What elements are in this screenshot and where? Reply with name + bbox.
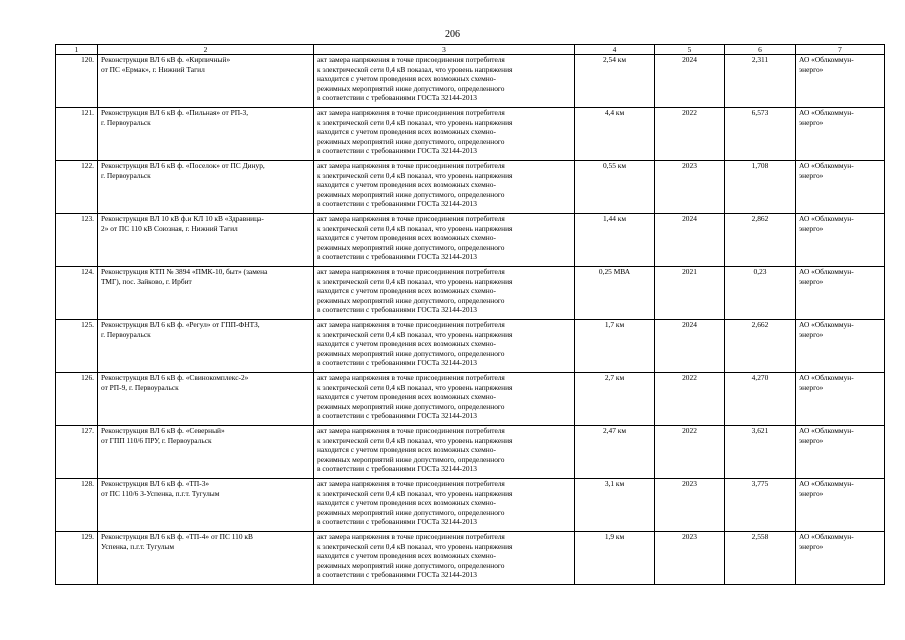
- justification: [314, 320, 575, 373]
- organization: [796, 479, 885, 532]
- organization-line: АО «Облкоммун-: [799, 267, 854, 276]
- organization: [796, 267, 885, 320]
- justification-line: режимных мероприятий ниже допустимого, определенного: [317, 507, 505, 517]
- row-number: 126.: [56, 373, 98, 426]
- cost-value: 0,23: [725, 267, 796, 320]
- project-name: [98, 320, 314, 373]
- completion-year: 2022: [655, 108, 725, 161]
- justification-line: находится с учетом проведения всех возможных схемно-: [317, 551, 496, 561]
- page-number: 206: [445, 29, 460, 40]
- row-number: 121.: [56, 108, 98, 161]
- project-name: [98, 214, 314, 267]
- justification: [314, 55, 575, 108]
- table-row: [56, 55, 885, 108]
- justification-line: к электрической сети 0,4 кВ показал, что уровень напряжения: [317, 435, 513, 445]
- justification-line: режимных мероприятий ниже допустимого, определенного: [317, 348, 505, 358]
- completion-year: 2023: [655, 532, 725, 585]
- organization-line: АО «Облкоммун-: [799, 373, 854, 382]
- justification: [314, 214, 575, 267]
- table-row: [56, 532, 885, 585]
- project-name: [98, 55, 314, 108]
- organization-line: энерго»: [799, 170, 824, 180]
- justification: [314, 373, 575, 426]
- row-number: 124.: [56, 267, 98, 320]
- justification-line: в соответствии с требованиями ГОСТа 32144-2013: [317, 411, 477, 421]
- project-name-line: г. Первоуральск: [101, 117, 151, 127]
- justification-line: акт замера напряжения в точке присоединения потребителя: [317, 161, 505, 170]
- row-number: 123.: [56, 214, 98, 267]
- organization: [796, 320, 885, 373]
- table-row: [56, 479, 885, 532]
- organization-line: энерго»: [799, 64, 824, 74]
- capacity-value: 1,9 км: [575, 532, 655, 585]
- justification-line: акт замера напряжения в точке присоединения потребителя: [317, 532, 505, 541]
- capacity-value: 2,47 км: [575, 426, 655, 479]
- justification-line: режимных мероприятий ниже допустимого, определенного: [317, 242, 505, 252]
- project-name-line: от РП-9, г. Первоуральск: [101, 382, 179, 392]
- table-row: [56, 108, 885, 161]
- row-number: 127.: [56, 426, 98, 479]
- project-name-line: Реконструкция ВЛ 6 кВ ф. «Кирпичный»: [101, 55, 231, 64]
- capacity-value: 0,55 км: [575, 161, 655, 214]
- project-name-line: Реконструкция ВЛ 6 кВ ф. «ТП-4» от ПС 110 кВ: [101, 532, 253, 541]
- justification: [314, 532, 575, 585]
- justification-line: к электрической сети 0,4 кВ показал, что уровень напряжения: [317, 276, 513, 286]
- organization-line: энерго»: [799, 329, 824, 339]
- organization: [796, 55, 885, 108]
- cost-value: 6,573: [725, 108, 796, 161]
- justification-line: находится с учетом проведения всех возможных схемно-: [317, 74, 496, 84]
- justification-line: находится с учетом проведения всех возможных схемно-: [317, 286, 496, 296]
- project-name-line: Реконструкция ВЛ 6 кВ ф. «Регул» от ГПП-ФНТЗ,: [101, 320, 260, 329]
- justification-line: акт замера напряжения в точке присоединения потребителя: [317, 267, 505, 276]
- organization-line: энерго»: [799, 276, 824, 286]
- justification-line: в соответствии с требованиями ГОСТа 32144-2013: [317, 199, 477, 209]
- project-name: [98, 108, 314, 161]
- capacity-value: 2,54 км: [575, 55, 655, 108]
- cost-value: 3,775: [725, 479, 796, 532]
- justification: [314, 426, 575, 479]
- column-number-7: 7: [796, 45, 885, 55]
- table-row: [56, 161, 885, 214]
- justification-line: к электрической сети 0,4 кВ показал, что уровень напряжения: [317, 64, 513, 74]
- justification-line: находится с учетом проведения всех возможных схемно-: [317, 233, 496, 243]
- row-number: 129.: [56, 532, 98, 585]
- organization-line: АО «Облкоммун-: [799, 108, 854, 117]
- justification-line: в соответствии с требованиями ГОСТа 32144-2013: [317, 93, 477, 103]
- completion-year: 2022: [655, 426, 725, 479]
- justification-line: в соответствии с требованиями ГОСТа 32144-2013: [317, 358, 477, 368]
- project-name: [98, 161, 314, 214]
- project-name-line: Реконструкция ВЛ 10 кВ ф.и КЛ 10 кВ «Здравница-: [101, 214, 264, 223]
- project-name-line: Реконструкция ВЛ 6 кВ ф. «Поселок» от ПС Динур,: [101, 161, 265, 170]
- table-row: [56, 214, 885, 267]
- investment-table: [55, 44, 885, 585]
- completion-year: 2024: [655, 214, 725, 267]
- organization-line: АО «Облкоммун-: [799, 55, 854, 64]
- project-name-line: Реконструкция КТП № 3894 «ПМК-10, быт» (замена: [101, 267, 268, 276]
- organization-line: энерго»: [799, 117, 824, 127]
- project-name-line: г. Первоуральск: [101, 170, 151, 180]
- column-number-2: 2: [98, 45, 314, 55]
- completion-year: 2023: [655, 479, 725, 532]
- organization-line: АО «Облкоммун-: [799, 161, 854, 170]
- table-row: [56, 267, 885, 320]
- column-number-5: 5: [655, 45, 725, 55]
- organization: [796, 214, 885, 267]
- justification-line: к электрической сети 0,4 кВ показал, что уровень напряжения: [317, 329, 513, 339]
- organization: [796, 108, 885, 161]
- justification-line: в соответствии с требованиями ГОСТа 32144-2013: [317, 305, 477, 315]
- column-number-1: 1: [56, 45, 98, 55]
- completion-year: 2022: [655, 373, 725, 426]
- cost-value: 2,311: [725, 55, 796, 108]
- justification-line: находится с учетом проведения всех возможных схемно-: [317, 180, 496, 190]
- justification-line: в соответствии с требованиями ГОСТа 32144-2013: [317, 252, 477, 262]
- cost-value: 3,621: [725, 426, 796, 479]
- project-name-line: 2» от ПС 110 кВ Союзная, г. Нижний Тагил: [101, 223, 238, 233]
- capacity-value: 2,7 км: [575, 373, 655, 426]
- organization-line: энерго»: [799, 223, 824, 233]
- justification-line: находится с учетом проведения всех возможных схемно-: [317, 498, 496, 508]
- justification-line: акт замера напряжения в точке присоединения потребителя: [317, 479, 505, 488]
- justification-line: в соответствии с требованиями ГОСТа 32144-2013: [317, 570, 477, 580]
- project-name-line: Реконструкция ВЛ 6 кВ ф. «ТП-3»: [101, 479, 210, 488]
- justification-line: в соответствии с требованиями ГОСТа 32144-2013: [317, 517, 477, 527]
- column-number-3: 3: [314, 45, 575, 55]
- organization-line: АО «Облкоммун-: [799, 426, 854, 435]
- organization-line: АО «Облкоммун-: [799, 532, 854, 541]
- column-number-6: 6: [725, 45, 796, 55]
- project-name-line: Реконструкция ВЛ 6 кВ ф. «Пильная» от РП-3,: [101, 108, 249, 117]
- completion-year: 2024: [655, 55, 725, 108]
- capacity-value: 1,7 км: [575, 320, 655, 373]
- project-name: [98, 532, 314, 585]
- organization: [796, 532, 885, 585]
- completion-year: 2021: [655, 267, 725, 320]
- cost-value: 2,862: [725, 214, 796, 267]
- justification-line: находится с учетом проведения всех возможных схемно-: [317, 392, 496, 402]
- row-number: 122.: [56, 161, 98, 214]
- justification-line: режимных мероприятий ниже допустимого, определенного: [317, 560, 505, 570]
- column-number-row: [56, 45, 885, 55]
- justification-line: акт замера напряжения в точке присоединения потребителя: [317, 320, 505, 329]
- project-name-line: от ПС 110/6 З-Успенка, п.г.т. Тугулым: [101, 488, 220, 498]
- organization-line: АО «Облкоммун-: [799, 320, 854, 329]
- project-name-line: ТМГ), пос. Зайково, г. Ирбит: [101, 276, 192, 286]
- justification-line: акт замера напряжения в точке присоединения потребителя: [317, 55, 505, 64]
- capacity-value: 0,25 МВА: [575, 267, 655, 320]
- row-number: 125.: [56, 320, 98, 373]
- justification-line: к электрической сети 0,4 кВ показал, что уровень напряжения: [317, 117, 513, 127]
- organization: [796, 373, 885, 426]
- organization-line: АО «Облкоммун-: [799, 214, 854, 223]
- table-row: [56, 320, 885, 373]
- project-name-line: от ГПП 110/6 ПРУ, г. Первоуральск: [101, 435, 212, 445]
- justification-line: в соответствии с требованиями ГОСТа 32144-2013: [317, 464, 477, 474]
- justification: [314, 108, 575, 161]
- justification-line: к электрической сети 0,4 кВ показал, что уровень напряжения: [317, 382, 513, 392]
- organization-line: энерго»: [799, 435, 824, 445]
- project-name-line: от ПС «Ермак», г. Нижний Тагил: [101, 64, 205, 74]
- justification-line: к электрической сети 0,4 кВ показал, что уровень напряжения: [317, 488, 513, 498]
- table-row: [56, 426, 885, 479]
- organization: [796, 426, 885, 479]
- justification-line: к электрической сети 0,4 кВ показал, что уровень напряжения: [317, 223, 513, 233]
- project-name: [98, 426, 314, 479]
- project-name-line: Реконструкция ВЛ 6 кВ ф. «Свинокомплекс-2»: [101, 373, 249, 382]
- justification-line: к электрической сети 0,4 кВ показал, что уровень напряжения: [317, 170, 513, 180]
- capacity-value: 3,1 км: [575, 479, 655, 532]
- table-row: [56, 373, 885, 426]
- cost-value: 1,708: [725, 161, 796, 214]
- organization-line: энерго»: [799, 382, 824, 392]
- capacity-value: 4,4 км: [575, 108, 655, 161]
- organization: [796, 161, 885, 214]
- justification-line: находится с учетом проведения всех возможных схемно-: [317, 339, 496, 349]
- project-name-line: Реконструкция ВЛ 6 кВ ф. «Северный»: [101, 426, 225, 435]
- project-name: [98, 479, 314, 532]
- justification-line: в соответствии с требованиями ГОСТа 32144-2013: [317, 146, 477, 156]
- project-name: [98, 267, 314, 320]
- justification-line: к электрической сети 0,4 кВ показал, что уровень напряжения: [317, 541, 513, 551]
- justification: [314, 479, 575, 532]
- justification-line: режимных мероприятий ниже допустимого, определенного: [317, 295, 505, 305]
- justification: [314, 267, 575, 320]
- justification-line: находится с учетом проведения всех возможных схемно-: [317, 445, 496, 455]
- column-number-4: 4: [575, 45, 655, 55]
- justification-line: режимных мероприятий ниже допустимого, определенного: [317, 401, 505, 411]
- completion-year: 2024: [655, 320, 725, 373]
- project-name: [98, 373, 314, 426]
- justification: [314, 161, 575, 214]
- justification-line: акт замера напряжения в точке присоединения потребителя: [317, 426, 505, 435]
- row-number: 120.: [56, 55, 98, 108]
- organization-line: энерго»: [799, 541, 824, 551]
- capacity-value: 1,44 км: [575, 214, 655, 267]
- justification-line: режимных мероприятий ниже допустимого, определенного: [317, 189, 505, 199]
- justification-line: режимных мероприятий ниже допустимого, определенного: [317, 454, 505, 464]
- organization-line: АО «Облкоммун-: [799, 479, 854, 488]
- row-number: 128.: [56, 479, 98, 532]
- cost-value: 2,662: [725, 320, 796, 373]
- project-name-line: Успенка, п.г.т. Тугулым: [101, 541, 175, 551]
- cost-value: 4,270: [725, 373, 796, 426]
- cost-value: 2,558: [725, 532, 796, 585]
- justification-line: акт замера напряжения в точке присоединения потребителя: [317, 214, 505, 223]
- justification-line: акт замера напряжения в точке присоединения потребителя: [317, 108, 505, 117]
- justification-line: находится с учетом проведения всех возможных схемно-: [317, 127, 496, 137]
- justification-line: акт замера напряжения в точке присоединения потребителя: [317, 373, 505, 382]
- project-name-line: г. Первоуральск: [101, 329, 151, 339]
- completion-year: 2023: [655, 161, 725, 214]
- justification-line: режимных мероприятий ниже допустимого, определенного: [317, 83, 505, 93]
- justification-line: режимных мероприятий ниже допустимого, определенного: [317, 136, 505, 146]
- organization-line: энерго»: [799, 488, 824, 498]
